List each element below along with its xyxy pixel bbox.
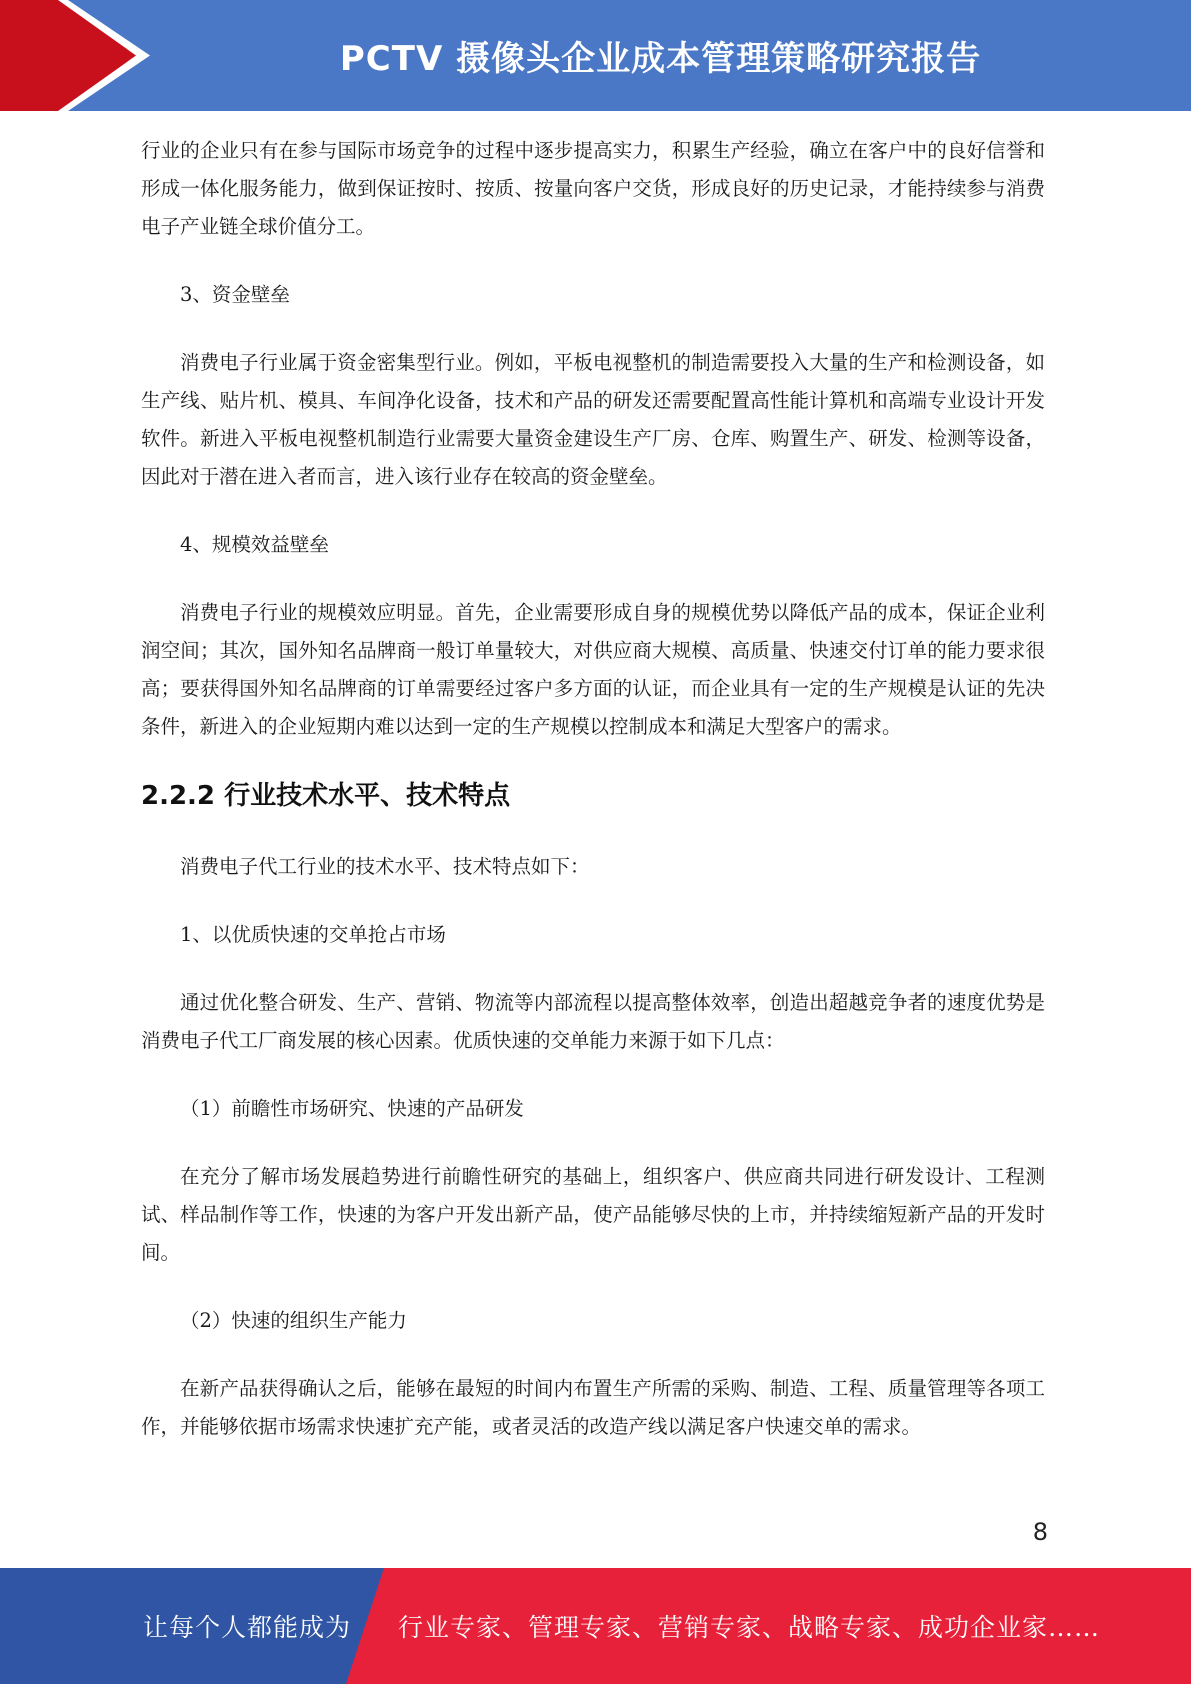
report-title: PCTV 摄像头企业成本管理策略研究报告 [339,39,982,79]
paragraph-1: 行业的企业只有在参与国际市场竞争的过程中逐步提高实力，积累生产经验，确立在客户中的良好信誉和形成一体化服务能力，做到保证按时、按质、按量向客户交货，形成良好的历史记录，才能持续参与消费电子产业链全球价值分工。 [141,139,1045,238]
page-header [0,0,1191,111]
sub-item-research: （1）前瞻性市场研究、快速的产品研发 [180,1097,524,1120]
list-item-fast-delivery: 1、以优质快速的交单抢占市场 [180,923,446,946]
list-item-scale-barrier: 4、规模效益壁垒 [180,533,329,556]
paragraph-5: 通过优化整合研发、生产、营销、物流等内部流程以提高整体效率，创造出超越竞争者的速度优势是消费电子代工厂商发展的核心因素。优质快速的交单能力来源于如下几点： [141,991,1045,1052]
paragraph-6: 在充分了解市场发展趋势进行前瞻性研究的基础上，组织客户、供应商共同进行研发设计、工程测试、样品制作等工作，快速的为客户开发出新产品，使产品能够尽快的上市，并持续缩短新产品的开发时间。 [141,1165,1045,1264]
paragraph-4: 消费电子代工行业的技术水平、技术特点如下： [180,855,590,878]
paragraph-3: 消费电子行业的规模效应明显。首先，企业需要形成自身的规模优势以降低产品的成本，保证企业利润空间；其次，国外知名品牌商一般订单量较大，对供应商大规模、高质量、快速交付订单的能力要求很高；要获得国外知名品牌商的订单需要经过客户多方面的认证，而企业具有一定的生产规模是认证的先决条件，新进入的企业短期内难以达到一定的生产规模以控制成本和满足大型客户的需求。 [141,601,1045,738]
page-number: 8 [1032,1518,1048,1546]
paragraph-7: 在新产品获得确认之后，能够在最短的时间内布置生产所需的采购、制造、工程、质量管理等各项工作，并能够依据市场需求快速扩充产能，或者灵活的改造产线以满足客户快速交单的需求。 [141,1377,1045,1438]
footer-slogan-right: 行业专家、管理专家、营销专家、战略专家、成功企业家…… [398,1613,1101,1642]
sub-item-production: （2）快速的组织生产能力 [180,1309,407,1332]
section-heading: 2.2.2 行业技术水平、技术特点 [141,781,511,811]
footer-slogan-left: 让每个人都能成为 [143,1613,352,1642]
paragraph-2: 消费电子行业属于资金密集型行业。例如，平板电视整机的制造需要投入大量的生产和检测设备，如生产线、贴片机、模具、车间净化设备，技术和产品的研发还需要配置高性能计算机和高端专业设计开发软件。新进入平板电视整机制造行业需要大量资金建设生产厂房、仓库、购置生产、研发、检测等设备，因此对于潜在进入者而言，进入该行业存在较高的资金壁垒。 [141,351,1045,488]
list-item-capital-barrier: 3、资金壁垒 [180,283,290,306]
document-body [141,132,1045,1476]
page-footer [0,1568,1191,1684]
